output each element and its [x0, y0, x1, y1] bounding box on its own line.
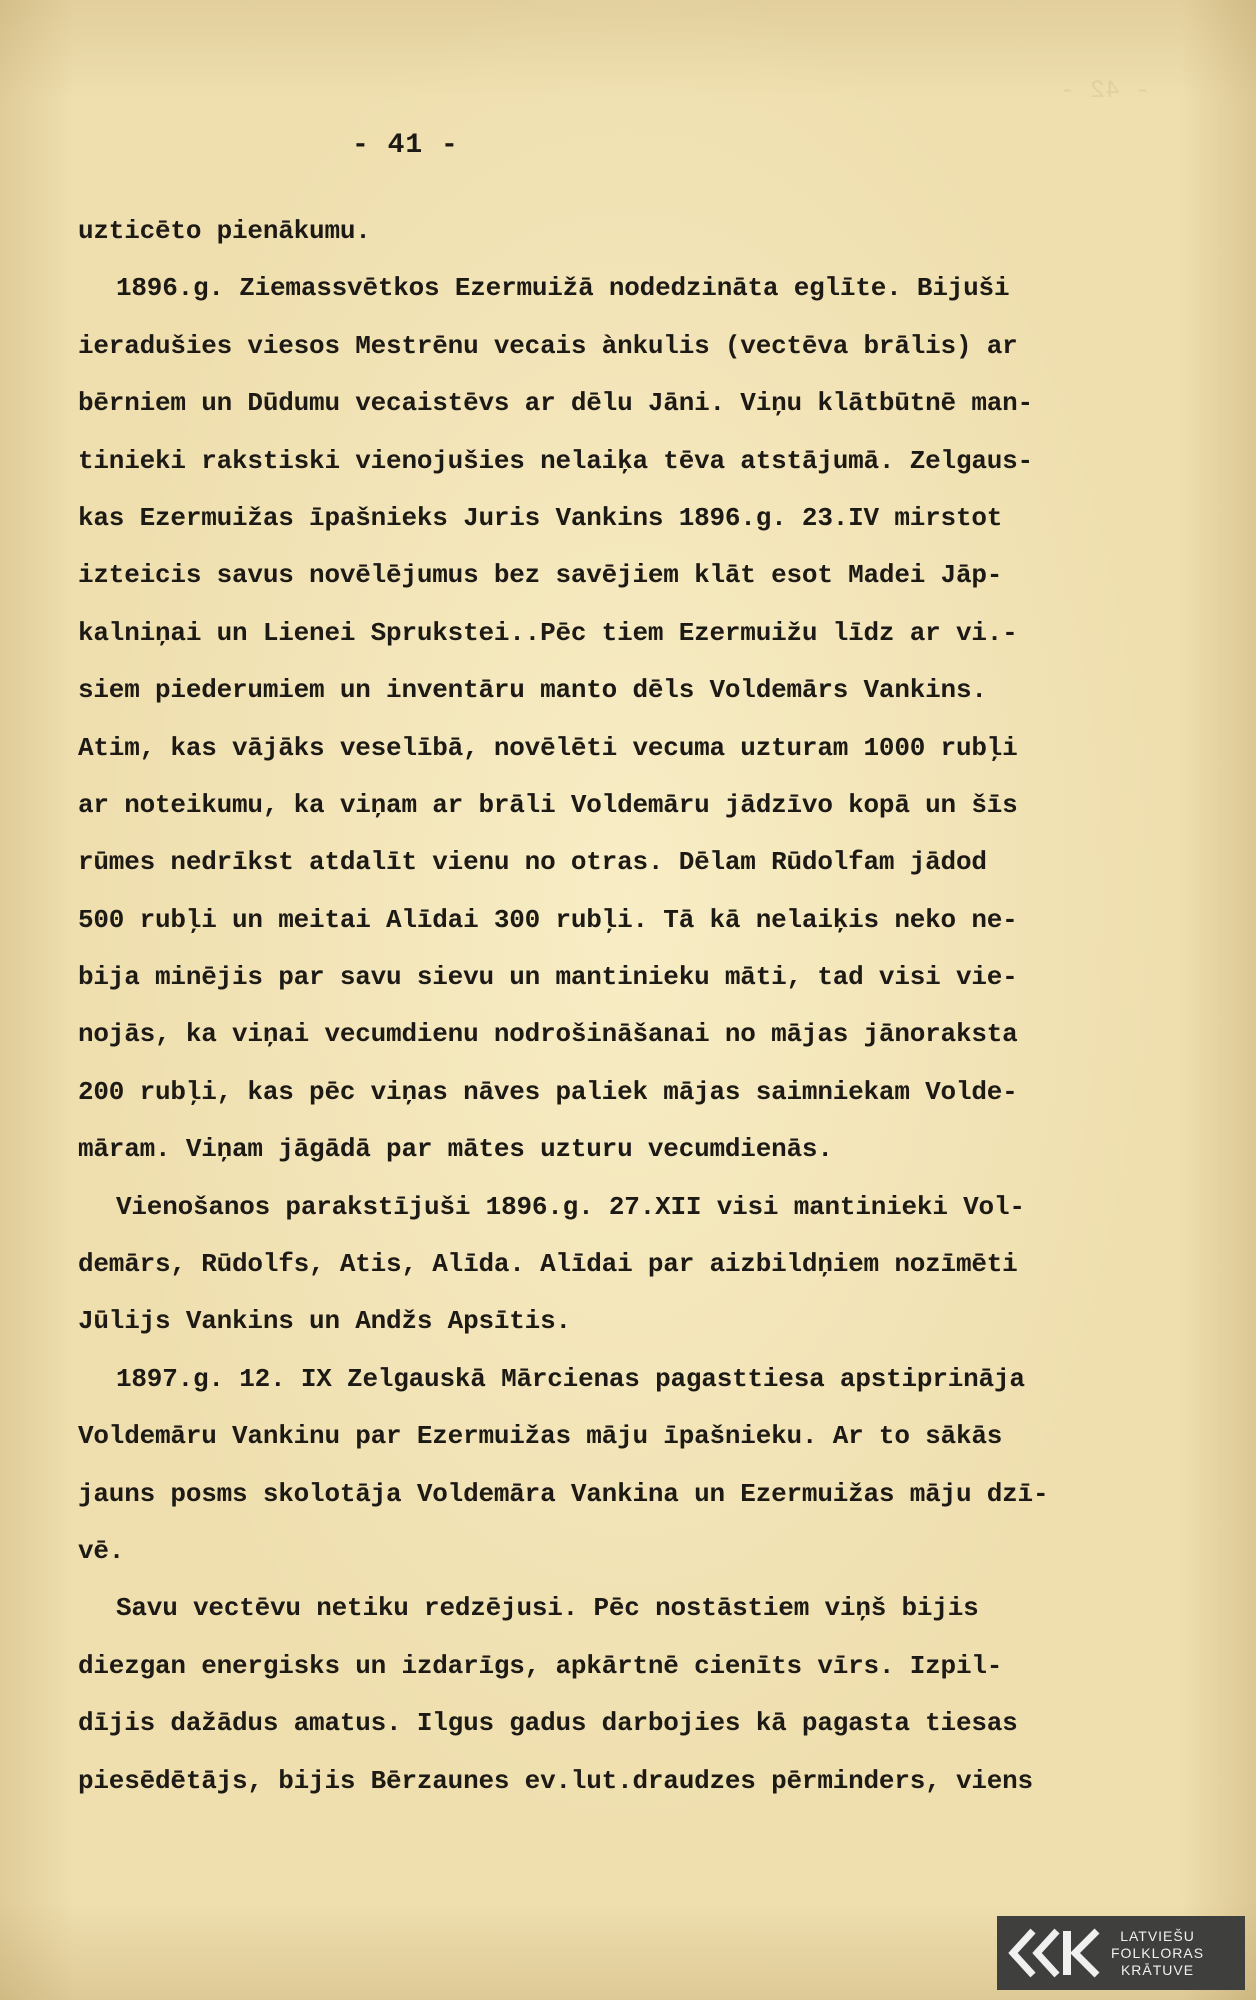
logo-text — [1111, 1928, 1204, 1979]
bleed-through-text: - 42 - — [1059, 76, 1150, 105]
text-line: piesēdētājs, bijis Bērzaunes ev.lut.draudzes pērminders, viens — [78, 1765, 1033, 1796]
text-line: 500 rubļi un meitai Alīdai 300 rubļi. Tā kā nelaiķis neko ne- — [78, 904, 1018, 935]
body-text — [78, 203, 1168, 1810]
logo-line: KRĀTUVE — [1120, 1961, 1195, 1978]
text-line: māram. Viņam jāgādā par mātes uzturu vecumdienās. — [78, 1134, 833, 1165]
text-line: vē. — [78, 1535, 125, 1566]
text-line: kas Ezermuižas īpašnieks Juris Vankins 1896.g. 23.IV mirstot — [78, 502, 1003, 533]
text-line: izteicis savus novēlējumus bez savējiem klāt esot Madei Jāp- — [78, 560, 1003, 591]
text-line: rūmes nedrīkst atdalīt vienu no otras. Dēlam Rūdolfam jādod — [78, 847, 987, 878]
text-line: kalniņai un Lienei Sprukstei..Pēc tiem Ezermuižu līdz ar vi.- — [78, 617, 1018, 648]
text-line: bija minējis par savu sievu un mantinieku māti, tad visi vie- — [78, 962, 1018, 993]
text-line: diezgan energisks un izdarīgs, apkārtnē cienīts vīrs. Izpil- — [78, 1650, 1003, 1681]
lfk-emblem-icon — [1007, 1925, 1103, 1981]
text-line: Jūlijs Vankins un Andžs Apsītis. — [78, 1306, 571, 1337]
text-line: 200 rubļi, kas pēc viņas nāves paliek mājas saimniekam Volde- — [78, 1076, 1018, 1107]
text-line: Voldemāru Vankinu par Ezermuižas māju īpašnieku. Ar to sākās — [78, 1421, 1003, 1452]
text-line: bērniem un Dūdumu vecaistēvs ar dēlu Jāni. Viņu klātbūtnē man- — [78, 388, 1033, 419]
text-line: dījis dažādus amatus. Ilgus gadus darbojies kā pagasta tiesas — [78, 1708, 1018, 1739]
text-line: demārs, Rūdolfs, Atis, Alīda. Alīdai par aizbildņiem nozīmēti — [78, 1249, 1018, 1280]
text-line: jauns posms skolotāja Voldemāra Vankina un Ezermuižas māju dzī- — [78, 1478, 1049, 1509]
page-number: - 41 - — [352, 130, 459, 161]
text-line: Savu vectēvu netiku redzējusi. Pēc nostāstiem viņš bijis — [116, 1593, 979, 1624]
text-line: siem piederumiem un inventāru manto dēls Voldemārs Vankins. — [78, 675, 987, 706]
logo-line: FOLKLORAS — [1111, 1944, 1205, 1961]
text-line: 1896.g. Ziemassvētkos Ezermuižā nodedzināta eglīte. Bijuši — [116, 273, 1010, 304]
text-line: 1897.g. 12. IX Zelgauskā Mārcienas pagasttiesa apstiprināja — [116, 1363, 1025, 1394]
text-line: tinieki rakstiski vienojušies nelaiķa tēva atstājumā. Zelgaus- — [78, 445, 1033, 476]
text-line: uzticēto pienākumu. — [78, 216, 371, 246]
archive-logo — [997, 1916, 1245, 1990]
text-line: ieradušies viesos Mestrēnu vecais ànkulis (vectēva brālis) ar — [78, 330, 1018, 361]
text-line: Atim, kas vājāks veselībā, novēlēti vecuma uzturam 1000 rubļi — [78, 732, 1018, 763]
logo-line: LATVIEŠU — [1120, 1927, 1195, 1944]
text-line: ar noteikumu, ka viņam ar brāli Voldemāru jādzīvo kopā un šīs — [78, 789, 1018, 820]
text-line: Vienošanos parakstījuši 1896.g. 27.XII visi mantinieki Vol- — [116, 1191, 1025, 1222]
text-line: nojās, ka viņai vecumdienu nodrošināšanai no mājas jānoraksta — [78, 1019, 1018, 1050]
